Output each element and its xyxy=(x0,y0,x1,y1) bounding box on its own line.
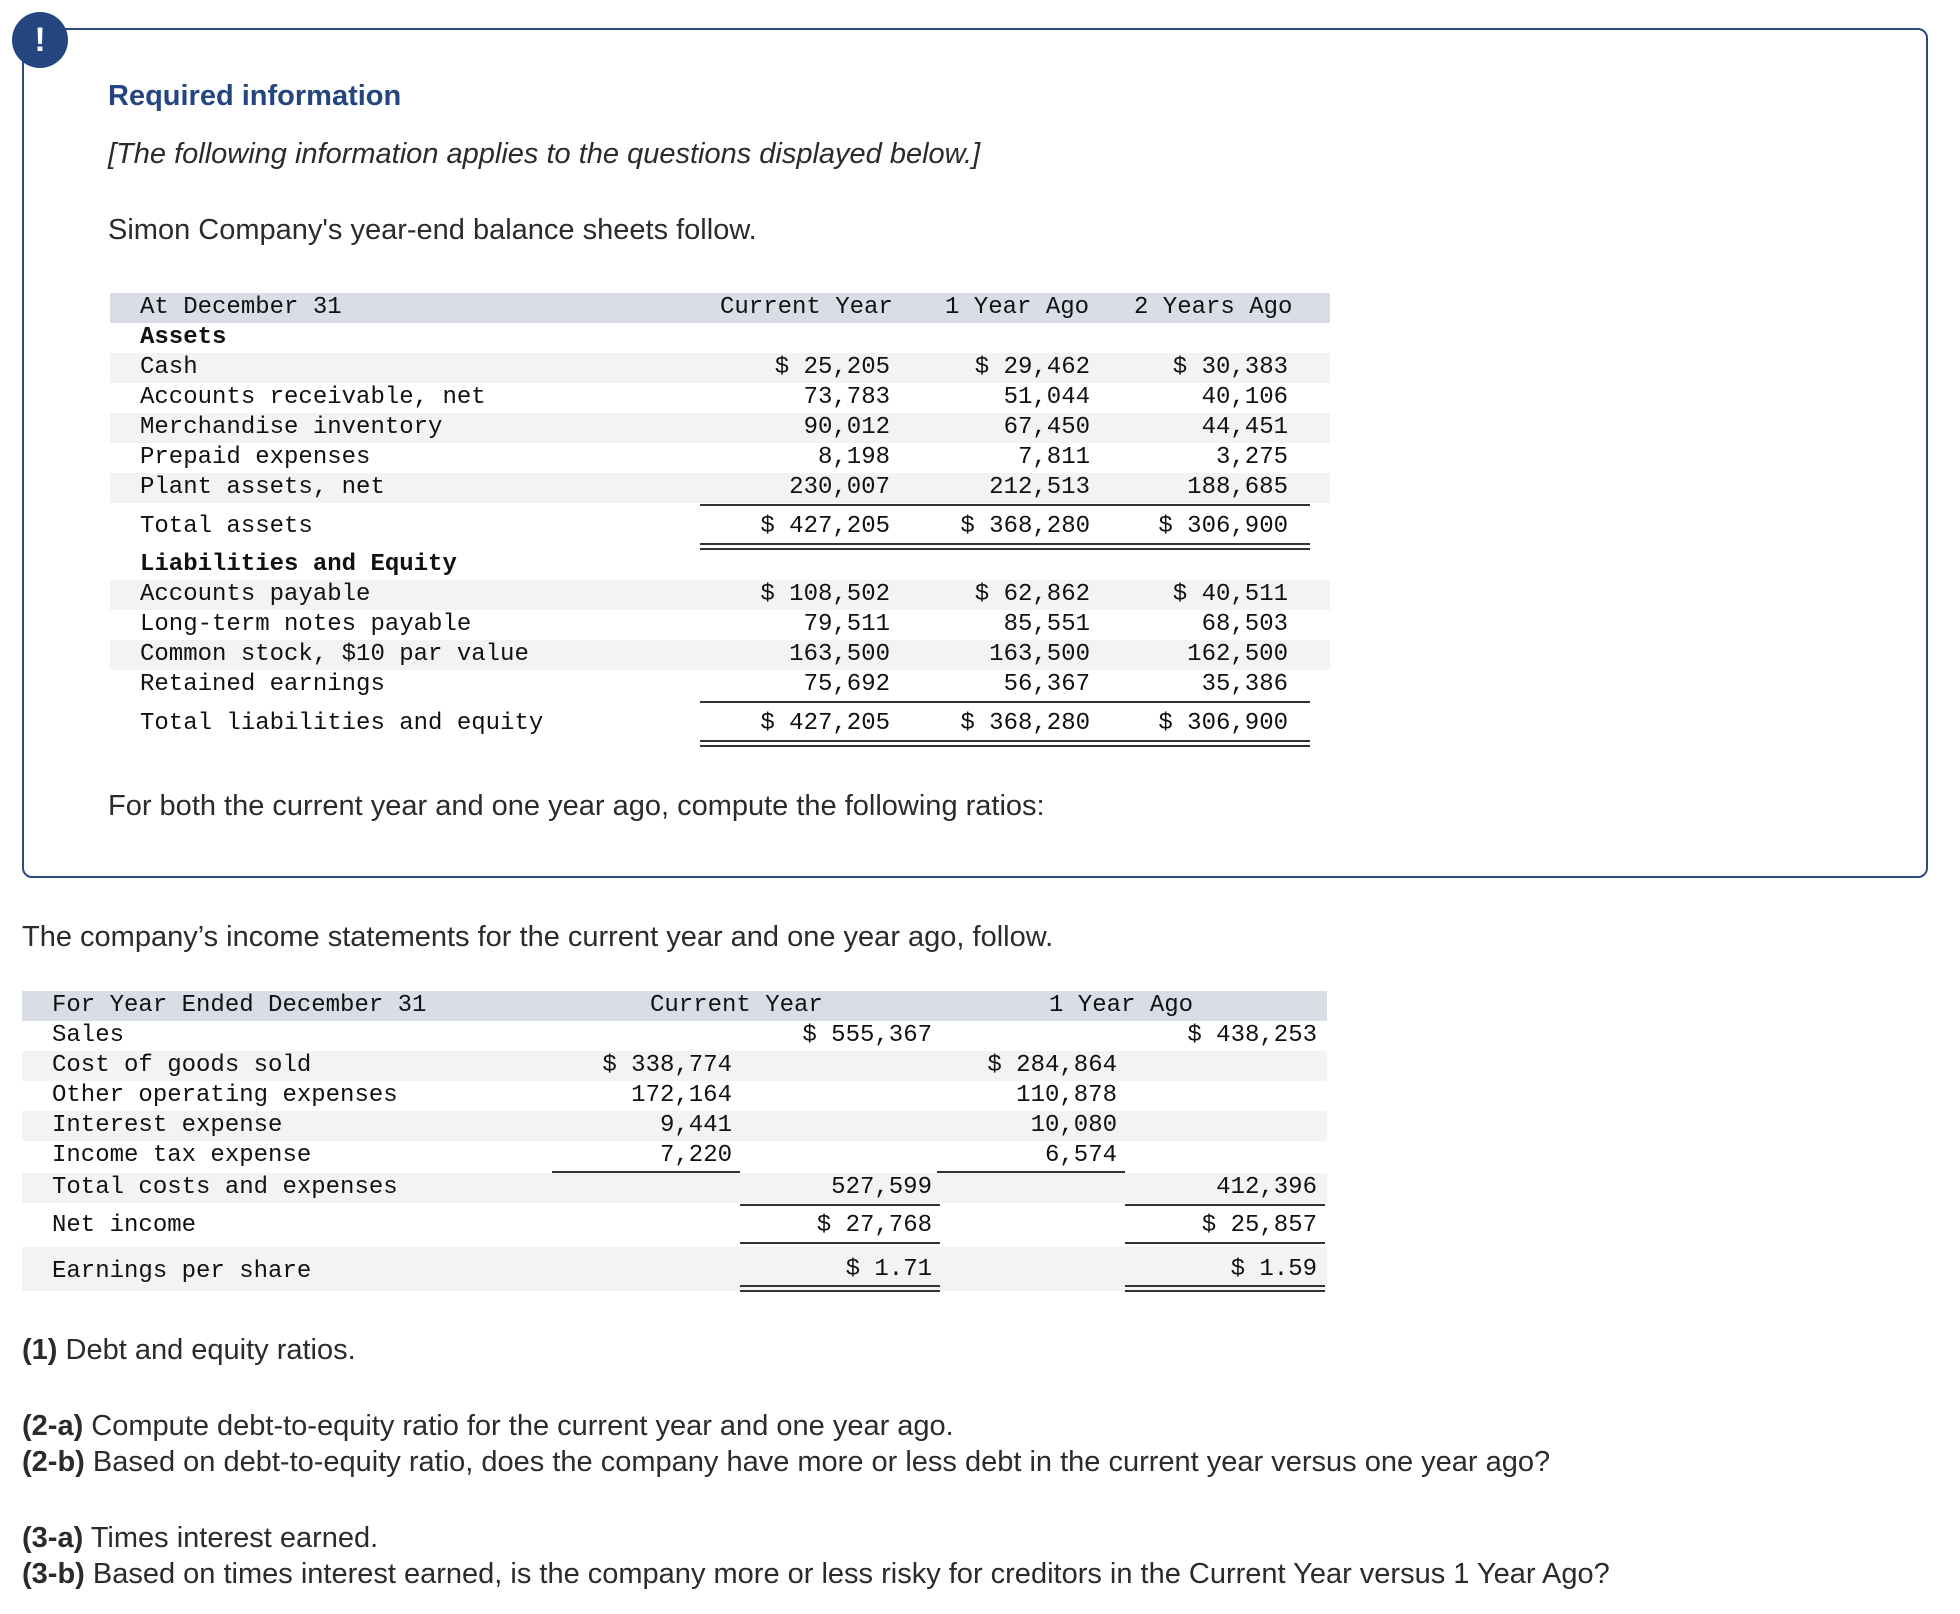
table-row xyxy=(110,580,1330,610)
value-1-year-ago: 67,450 xyxy=(1003,414,1090,441)
detail-current-year: 7,220 xyxy=(659,1142,732,1169)
total-double-rule xyxy=(1125,1285,1325,1292)
total-row xyxy=(110,709,1330,739)
value-2-years-ago: 40,106 xyxy=(1201,384,1288,411)
total-current-year: $ 1.71 xyxy=(845,1256,932,1283)
value-2-years-ago: 3,275 xyxy=(1215,444,1288,471)
table-row xyxy=(110,383,1330,413)
value-2-years-ago: 68,503 xyxy=(1201,611,1288,638)
alert-icon: ! xyxy=(12,12,68,68)
row-label: Retained earnings xyxy=(140,671,385,698)
value-current-year: 73,783 xyxy=(803,384,890,411)
income-statement-intro: The company’s income statements for the current year and one year ago, follow. xyxy=(22,921,1054,953)
table-row xyxy=(22,1021,1327,1051)
row-label: Income tax expense xyxy=(52,1142,312,1169)
question-text: Times interest earned. xyxy=(83,1522,379,1554)
value-1-year-ago: $ 368,280 xyxy=(960,710,1090,737)
total-double-rule xyxy=(740,1285,940,1292)
subtotal-rule xyxy=(700,504,1310,506)
value-1-year-ago: 212,513 xyxy=(989,474,1090,501)
subtotal-rule xyxy=(1125,1204,1325,1206)
total-1-year-ago: 412,396 xyxy=(1216,1174,1317,1201)
column-header-label: For Year Ended December 31 xyxy=(52,992,427,1019)
column-header-current-year: Current Year xyxy=(720,294,893,321)
question-tag: (3-b) xyxy=(22,1558,85,1590)
table-row xyxy=(110,353,1330,383)
value-1-year-ago: 56,367 xyxy=(1003,671,1090,698)
column-header-current-year: Current Year xyxy=(650,992,823,1019)
subtotal-rule xyxy=(700,701,1310,703)
question-3b xyxy=(22,1558,1610,1591)
table-row xyxy=(110,670,1330,700)
row-label: Plant assets, net xyxy=(140,474,385,501)
value-1-year-ago: 85,551 xyxy=(1003,611,1090,638)
row-label: Total liabilities and equity xyxy=(140,710,544,737)
question-3a xyxy=(22,1522,378,1555)
value-current-year: 163,500 xyxy=(789,641,890,668)
row-label: Earnings per share xyxy=(52,1258,312,1285)
required-info-title: Required information xyxy=(108,80,402,112)
value-1-year-ago: 51,044 xyxy=(1003,384,1090,411)
table-row xyxy=(22,1111,1327,1141)
value-1-year-ago: $ 368,280 xyxy=(960,513,1090,540)
total-1-year-ago: $ 1.59 xyxy=(1230,1256,1317,1283)
table-header-row xyxy=(110,293,1330,323)
column-header-label: At December 31 xyxy=(140,294,342,321)
value-2-years-ago: $ 306,900 xyxy=(1158,513,1288,540)
value-2-years-ago: 35,386 xyxy=(1201,671,1288,698)
question-2b xyxy=(22,1446,1550,1479)
row-label: Sales xyxy=(52,1022,125,1049)
row-label: Long-term notes payable xyxy=(140,611,472,638)
liabilities-equity-heading: Liabilities and Equity xyxy=(140,551,457,578)
ratios-instruction: For both the current year and one year ago, compute the following ratios: xyxy=(108,790,1045,822)
question-1 xyxy=(22,1334,356,1367)
value-2-years-ago: $ 30,383 xyxy=(1172,354,1288,381)
assets-heading: Assets xyxy=(140,324,227,351)
question-2a xyxy=(22,1410,954,1443)
table-row xyxy=(22,1051,1327,1081)
value-1-year-ago: $ 29,462 xyxy=(974,354,1090,381)
total-1-year-ago: $ 25,857 xyxy=(1201,1212,1317,1239)
row-label: Merchandise inventory xyxy=(140,414,443,441)
row-label: Other operating expenses xyxy=(52,1082,398,1109)
total-row xyxy=(22,1211,1327,1241)
row-label: Total assets xyxy=(140,513,313,540)
column-header-2-years-ago: 2 Years Ago xyxy=(1134,294,1293,321)
value-2-years-ago: 188,685 xyxy=(1187,474,1288,501)
row-label: Interest expense xyxy=(52,1112,283,1139)
total-row xyxy=(110,512,1330,542)
detail-current-year: 172,164 xyxy=(631,1082,732,1109)
row-label: Common stock, $10 par value xyxy=(140,641,529,668)
total-current-year: 527,599 xyxy=(831,1174,932,1201)
row-label: Prepaid expenses xyxy=(140,444,371,471)
column-header-1-year-ago: 1 Year Ago xyxy=(1049,992,1194,1019)
value-current-year: $ 427,205 xyxy=(760,710,890,737)
table-header-row xyxy=(22,991,1327,1021)
value-current-year: 79,511 xyxy=(803,611,890,638)
row-label: Accounts receivable, net xyxy=(140,384,486,411)
detail-current-year: 9,441 xyxy=(659,1112,732,1139)
balance-sheet-table xyxy=(110,293,1330,753)
total-1-year-ago: $ 438,253 xyxy=(1187,1022,1317,1049)
detail-1-year-ago: 10,080 xyxy=(1030,1112,1117,1139)
value-current-year: $ 427,205 xyxy=(760,513,890,540)
row-label: Net income xyxy=(52,1212,197,1239)
table-row xyxy=(110,640,1330,670)
value-current-year: $ 108,502 xyxy=(760,581,890,608)
table-row xyxy=(22,1081,1327,1111)
required-info-note: [The following information applies to the questions displayed below.] xyxy=(108,138,981,170)
row-label: Accounts payable xyxy=(140,581,371,608)
question-tag: (3-a) xyxy=(22,1522,84,1554)
balance-sheet-intro: Simon Company's year-end balance sheets follow. xyxy=(108,214,757,246)
value-current-year: 75,692 xyxy=(803,671,890,698)
value-2-years-ago: $ 306,900 xyxy=(1158,710,1288,737)
value-1-year-ago: 7,811 xyxy=(1017,444,1090,471)
question-text: Compute debt-to-equity ratio for the current year and one year ago. xyxy=(83,1410,954,1442)
column-header-1-year-ago: 1 Year Ago xyxy=(945,294,1090,321)
value-1-year-ago: 163,500 xyxy=(989,641,1090,668)
value-1-year-ago: $ 62,862 xyxy=(974,581,1090,608)
subtotal-rule xyxy=(740,1204,940,1206)
table-row xyxy=(22,1173,1327,1203)
table-row xyxy=(110,443,1330,473)
question-text: Based on times interest earned, is the company more or less risky for creditors in the Current Year versus 1 Year Ago? xyxy=(84,1558,1610,1590)
section-heading-row xyxy=(110,550,1330,580)
table-row xyxy=(110,473,1330,503)
value-current-year: 90,012 xyxy=(803,414,890,441)
question-tag: (2-a) xyxy=(22,1410,84,1442)
income-statement-table xyxy=(22,991,1327,1296)
question-text: Debt and equity ratios. xyxy=(57,1334,356,1366)
value-current-year: 8,198 xyxy=(817,444,890,471)
detail-current-year: $ 338,774 xyxy=(602,1052,732,1079)
row-label: Cash xyxy=(140,354,198,381)
value-2-years-ago: 44,451 xyxy=(1201,414,1288,441)
detail-1-year-ago: 6,574 xyxy=(1044,1142,1117,1169)
table-row xyxy=(110,610,1330,640)
question-tag: (2-b) xyxy=(22,1446,85,1478)
total-current-year: $ 555,367 xyxy=(802,1022,932,1049)
total-double-rule xyxy=(700,543,1310,550)
detail-1-year-ago: 110,878 xyxy=(1016,1082,1117,1109)
value-current-year: $ 25,205 xyxy=(774,354,890,381)
table-row xyxy=(110,413,1330,443)
section-heading-row xyxy=(110,323,1330,353)
row-label: Cost of goods sold xyxy=(52,1052,312,1079)
total-double-rule xyxy=(700,740,1310,747)
value-2-years-ago: 162,500 xyxy=(1187,641,1288,668)
total-current-year: $ 27,768 xyxy=(816,1212,932,1239)
question-tag: (1) xyxy=(22,1334,58,1366)
row-label: Total costs and expenses xyxy=(52,1174,398,1201)
table-row xyxy=(22,1141,1327,1171)
question-text: Based on debt-to-equity ratio, does the company have more or less debt in the current year versus one year ago? xyxy=(84,1446,1551,1478)
value-2-years-ago: $ 40,511 xyxy=(1172,581,1288,608)
detail-1-year-ago: $ 284,864 xyxy=(987,1052,1117,1079)
value-current-year: 230,007 xyxy=(789,474,890,501)
